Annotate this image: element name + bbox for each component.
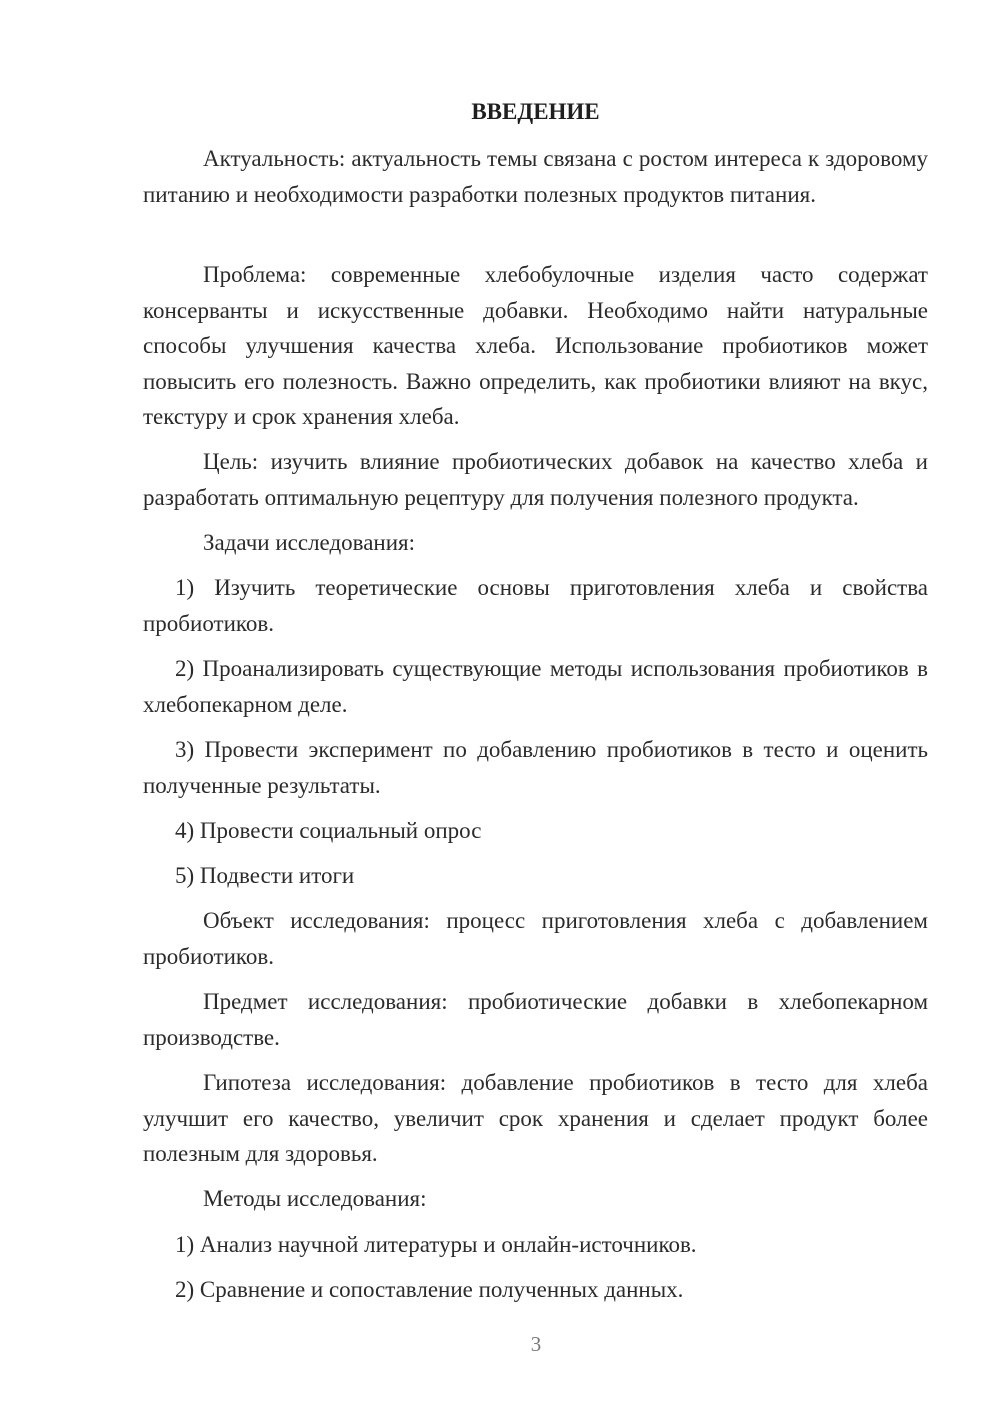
tasks-heading: Задачи исследования:: [203, 530, 416, 555]
task-item-4: 4) Провести социальный опрос: [175, 818, 482, 843]
task-item-2: 2) Проанализировать существующие методы использования пробиотиков в хлебопекарном деле.: [143, 656, 928, 717]
task-item-5: 5) Подвести итоги: [175, 863, 355, 888]
page-number: 3: [530, 1332, 542, 1356]
paragraph-goal: Цель: изучить влияние пробиотических добавок на качество хлеба и разработать оптимальную рецептуру для получения полезного продукта.: [143, 449, 928, 510]
paragraph-problem: Проблема: современные хлебобулочные изделия часто содержат консерванты и искусственные добавки. Необходимо найти натуральные способы улучшения качества хлеба. Использование пробиотиков может повысить его полезность. Важно определить, как пробиотики влияют на вкус, текстуру и срок хранения хлеба.: [143, 262, 928, 429]
paragraph-relevance: Актуальность: актуальность темы связана с ростом интереса к здоровому питанию и необходимости разработки полезных продуктов питания.: [143, 146, 928, 207]
method-item-2: 2) Сравнение и сопоставление полученных данных.: [175, 1277, 684, 1302]
task-item-1: 1) Изучить теоретические основы приготовления хлеба и свойства пробиотиков.: [143, 575, 928, 636]
paragraph-object: Объект исследования: процесс приготовления хлеба с добавлением пробиотиков.: [143, 908, 928, 969]
method-item-1: 1) Анализ научной литературы и онлайн-источников.: [175, 1232, 697, 1257]
paragraph-hypothesis: Гипотеза исследования: добавление пробиотиков в тесто для хлеба улучшит его качество, увеличит срок хранения и сделает продукт более полезным для здоровья.: [143, 1070, 928, 1166]
page-title: ВВЕДЕНИЕ: [471, 99, 600, 124]
methods-heading: Методы исследования:: [203, 1186, 427, 1211]
task-item-3: 3) Провести эксперимент по добавлению пробиотиков в тесто и оценить полученные результаты.: [143, 737, 928, 798]
paragraph-subject: Предмет исследования: пробиотические добавки в хлебопекарном производстве.: [143, 989, 928, 1050]
